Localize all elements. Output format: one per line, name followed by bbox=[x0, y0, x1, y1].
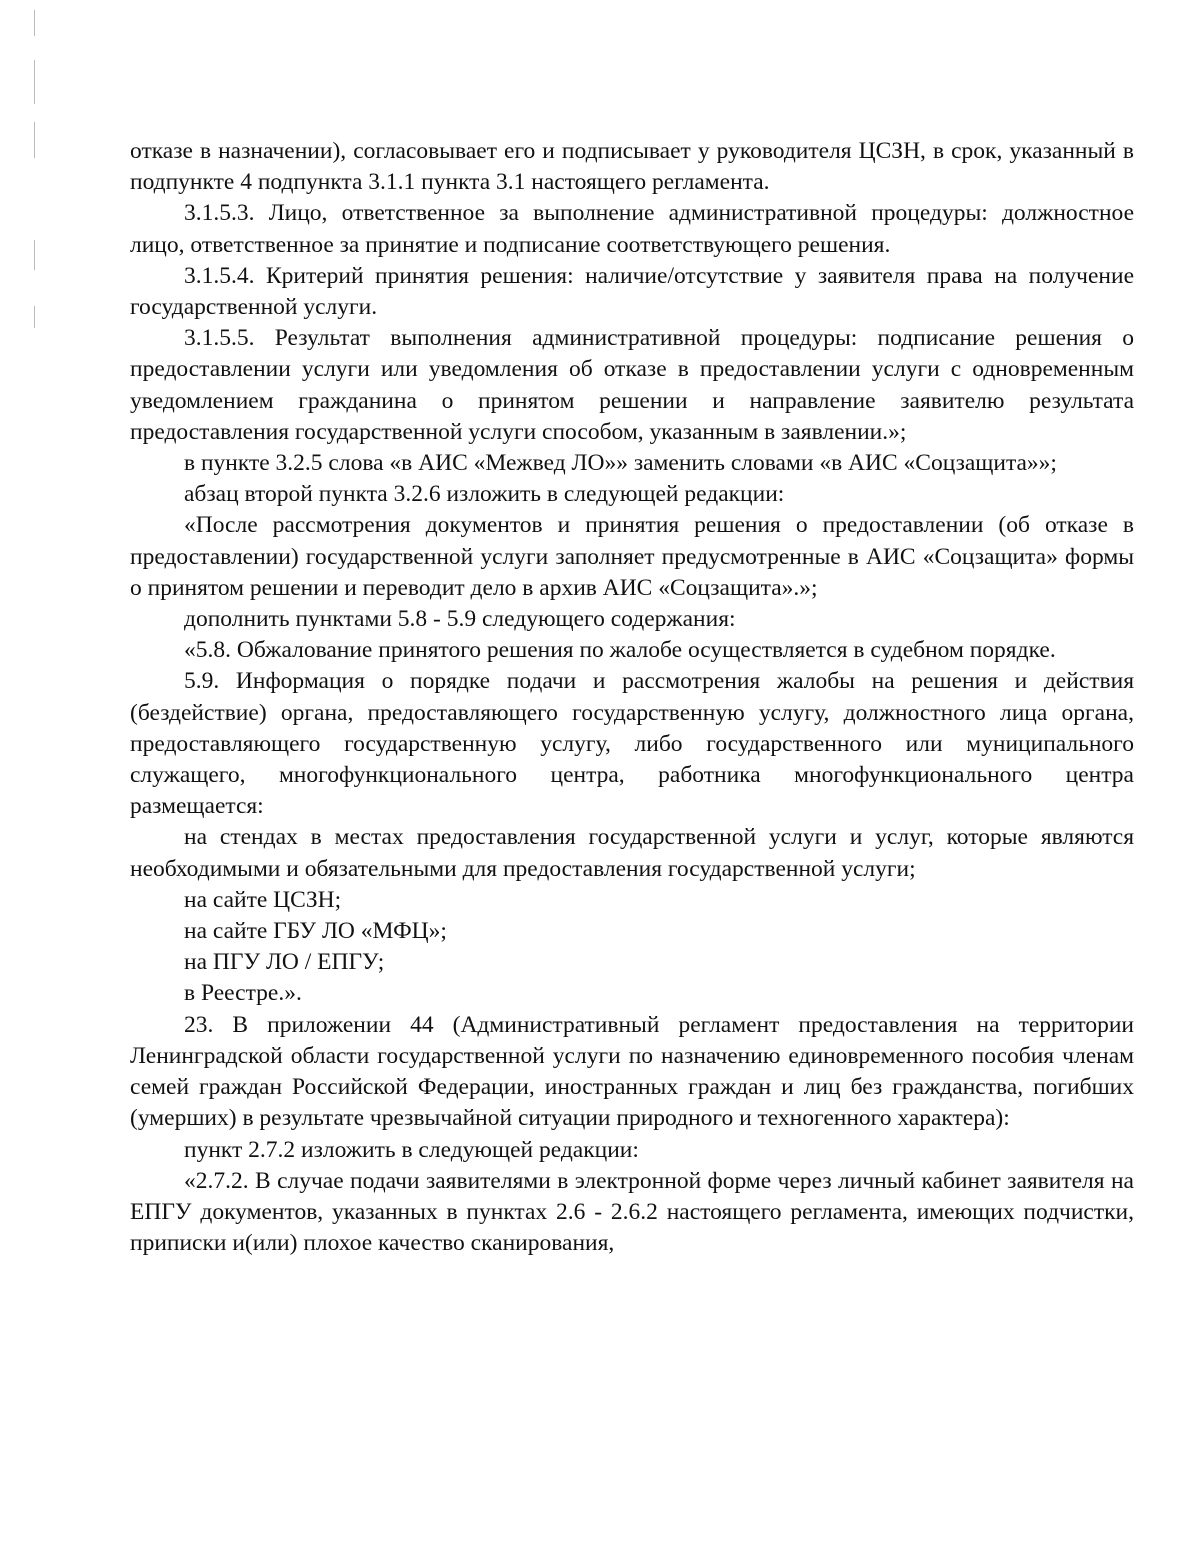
paragraph-2-7-2-amendment: пункт 2.7.2 изложить в следующей редакции: bbox=[184, 1136, 639, 1163]
paragraph-3-1-5-3: 3.1.5.3. Лицо, ответственное за выполнение административной процедуры: должностное лицо, ответственное за принятие и подписание соответствующего решения. bbox=[130, 200, 1134, 258]
paragraph-add-5-8-5-9: дополнить пунктами 5.8 - 5.9 следующего содержания: bbox=[184, 606, 736, 633]
list-item-stands: на стендах в местах предоставления государственной услуги и услуг, которые являются необходимыми и обязательными для предоставления государственной услуги; bbox=[130, 824, 1134, 882]
paragraph-3-1-5-5: 3.1.5.5. Результат выполнения административной процедуры: подписание решения о предоставлении услуги или уведомления об отказе в предоставлении услуги с одновременным уведомлением гражданина о принятом решении и направление заявителю результата предоставления государственной услуги способом, указанным в заявлении.»; bbox=[130, 325, 1134, 445]
scan-edge-mark bbox=[34, 60, 35, 104]
scan-edge-mark bbox=[34, 10, 35, 36]
list-item-cszn-site: на сайте ЦСЗН; bbox=[184, 886, 342, 913]
list-item-pgu-epgu: на ПГУ ЛО / ЕПГУ; bbox=[184, 949, 385, 976]
paragraph-5-8: «5.8. Обжалование принятого решения по жалобе осуществляется в судебном порядке. bbox=[184, 637, 1056, 664]
list-item-registry: в Реестре.». bbox=[184, 980, 302, 1007]
paragraph-3-2-6-new-text: «После рассмотрения документов и принятия решения о предоставлении (об отказе в предоставлении) государственной услуги заполняет предусмотренные в АИС «Соцзащита» формы о принятом решении и переводит дело в архив АИС «Соцзащита».»; bbox=[130, 512, 1134, 601]
scan-edge-mark bbox=[34, 240, 35, 270]
paragraph-3-1-5-4: 3.1.5.4. Критерий принятия решения: наличие/отсутствие у заявителя права на получение государственной услуги. bbox=[130, 262, 1134, 321]
paragraph-item-23: 23. В приложении 44 (Административный регламент предоставления на территории Ленинградской области государственной услуги по назначению единовременного пособия членам семей граждан Российской Федерации, иностранных граждан и лиц без гражданства, погибших (умерших) в результате чрезвычайной ситуации природного и техногенного характера): bbox=[130, 1011, 1134, 1132]
paragraph-3-2-6-amendment: абзац второй пункта 3.2.6 изложить в следующей редакции: bbox=[184, 481, 785, 508]
paragraph-5-9: 5.9. Информация о порядке подачи и рассмотрения жалобы на решения и действия (бездействие) органа, предоставляющего государственную услугу, должностного лица органа, предоставляющего государственную услугу, либо государственного или муниципального служащего, многофункционального центра, работника многофункционального центра размещается: bbox=[130, 668, 1134, 820]
paragraph-continuation: отказе в назначении), согласовывает его и подписывает у руководителя ЦСЗН, в срок, указанный в подпункте 4 подпункта 3.1.1 пункта 3.1 настоящего регламента. bbox=[130, 138, 1134, 196]
scan-edge-mark bbox=[34, 306, 35, 328]
list-item-mfc-site: на сайте ГБУ ЛО «МФЦ»; bbox=[184, 918, 447, 945]
paragraph-3-2-5-amendment: в пункте 3.2.5 слова «в АИС «Межвед ЛО»» заменить словами «в АИС «Соцзащита»»; bbox=[184, 450, 1057, 477]
document-body bbox=[130, 136, 1134, 1259]
scan-edge-mark bbox=[34, 122, 35, 158]
paragraph-2-7-2-new-text: «2.7.2. В случае подачи заявителями в электронной форме через личный кабинет заявителя на ЕПГУ документов, указанных в пунктах 2.6 - 2.6.2 настоящего регламента, имеющих подчистки, приписки и(или) плохое качество сканирования, bbox=[130, 1167, 1134, 1257]
